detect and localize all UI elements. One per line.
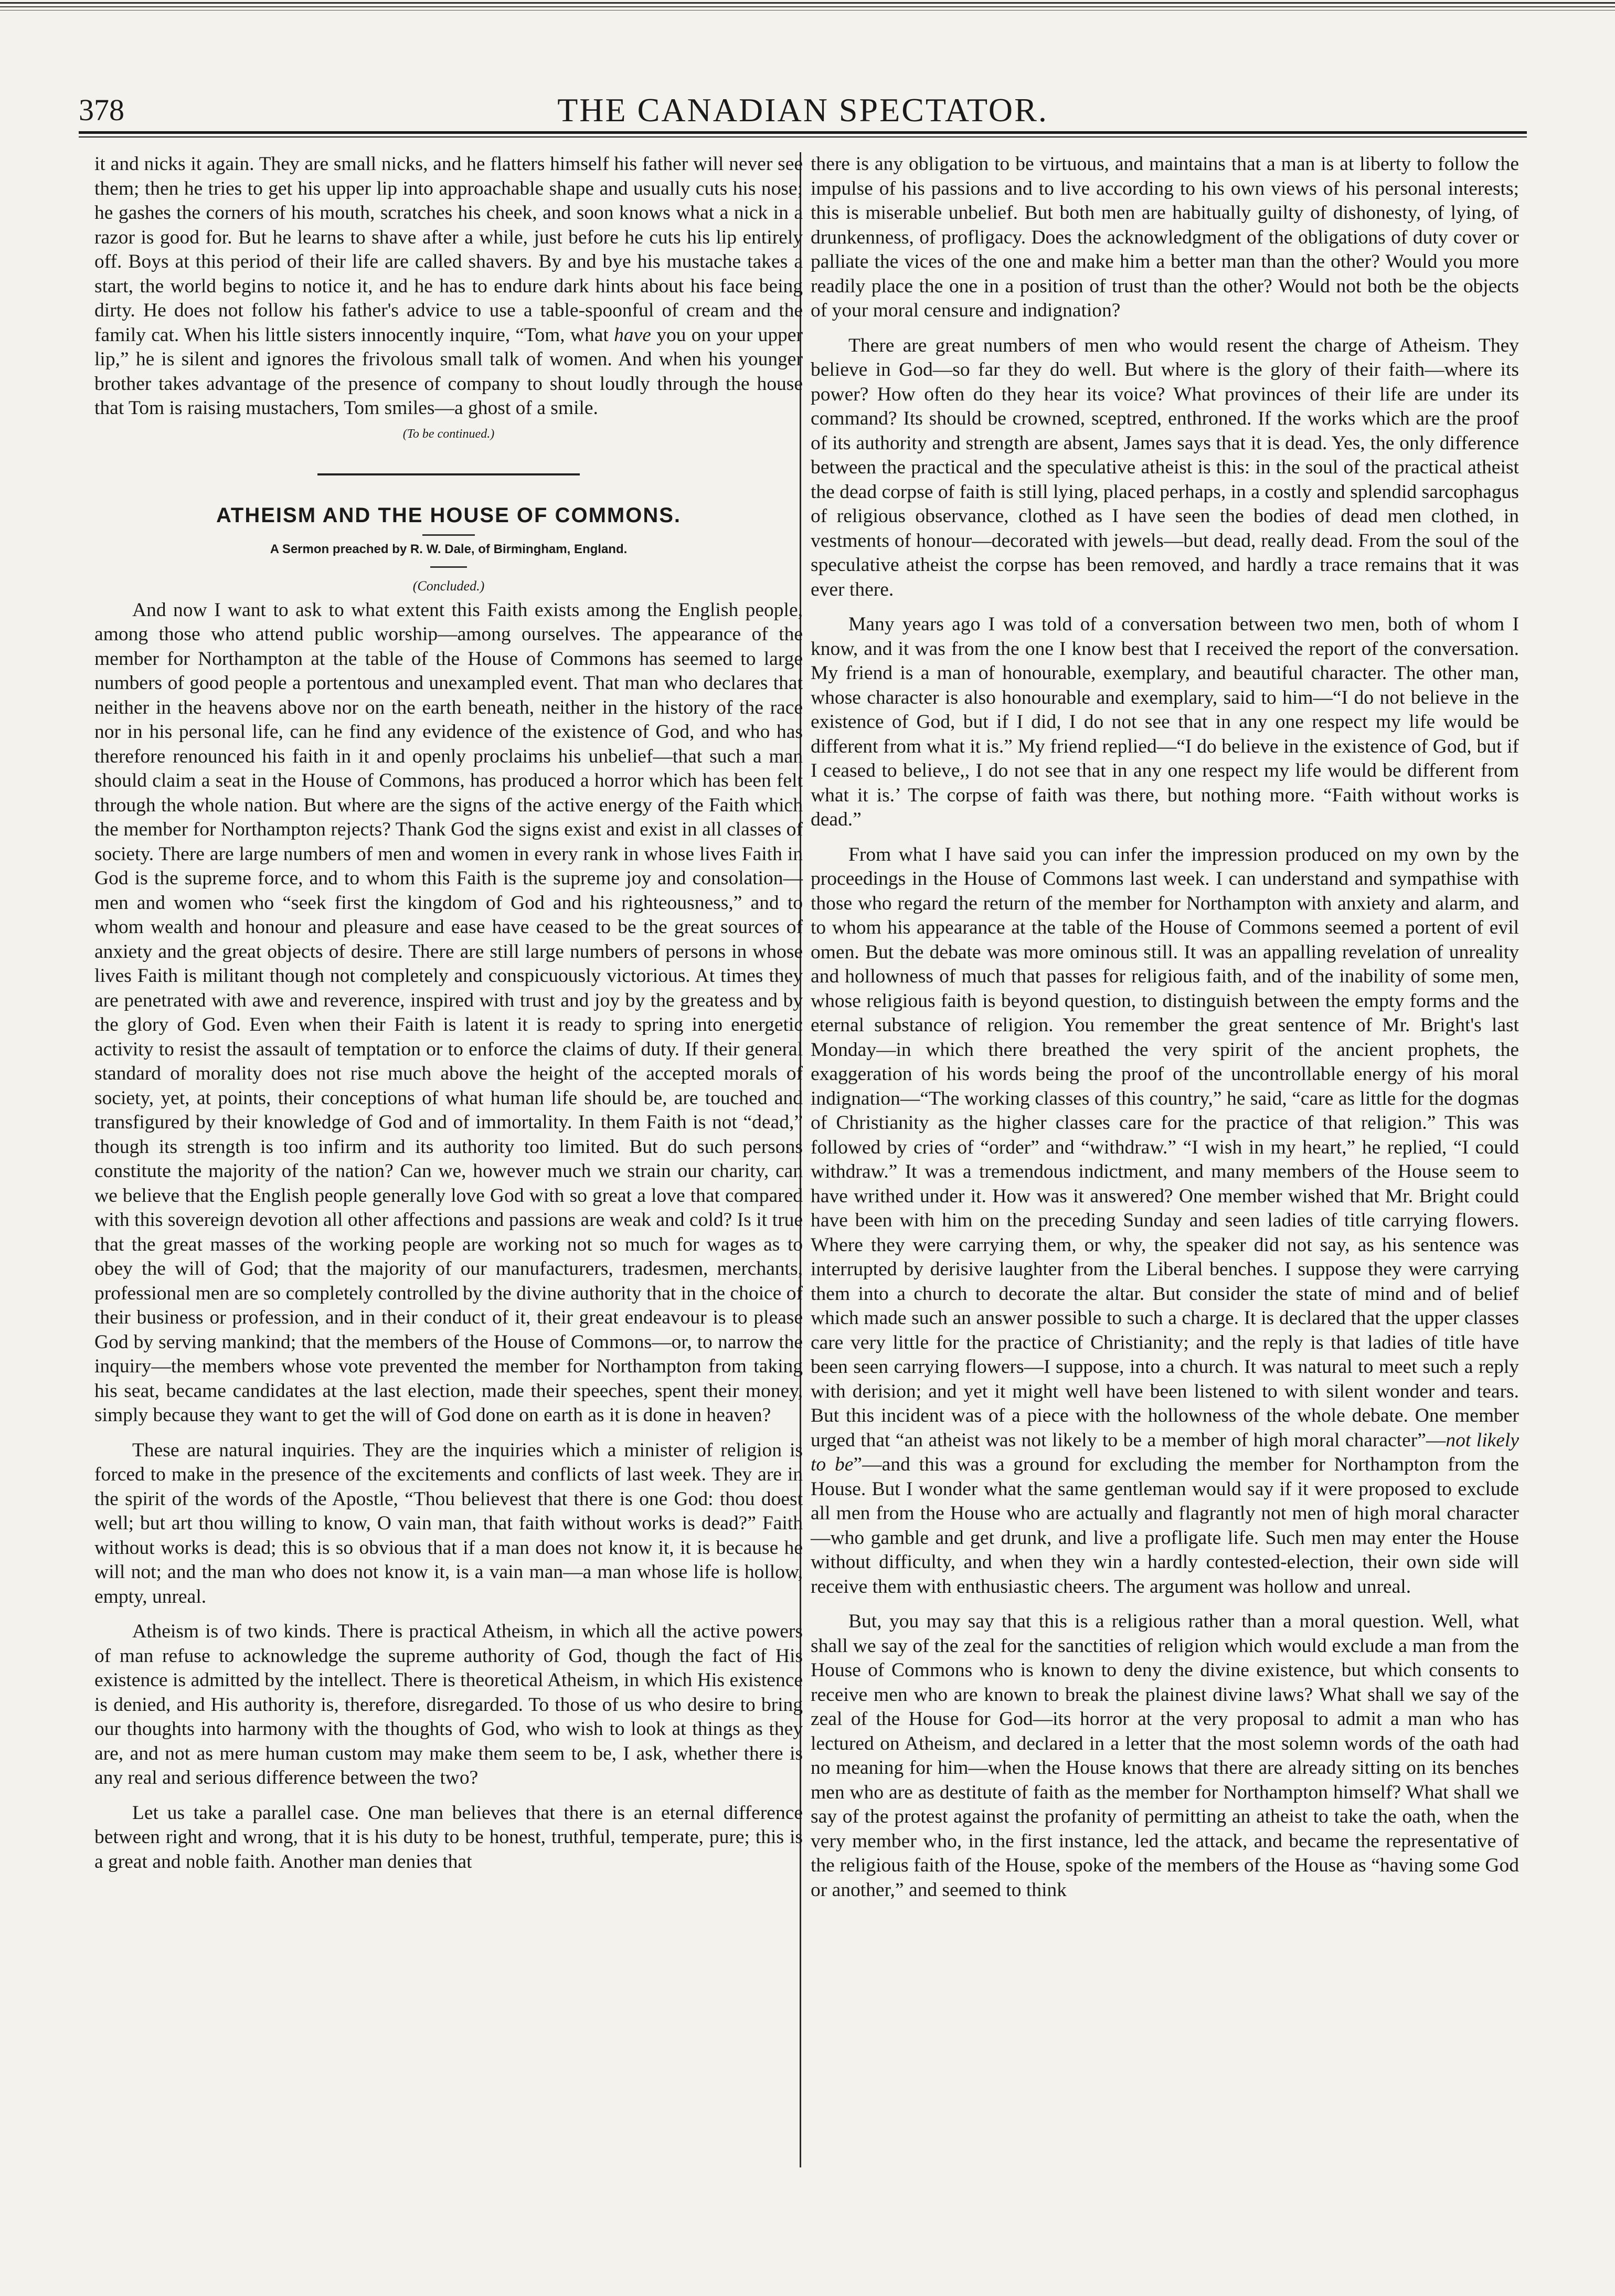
continued-story-paragraph: it and nicks it again. They are small nicks, and he flatters himself his father will never see them; then he tries to get his upper lip into approachable shape and usually cuts his nose; he gashes the corners of his mouth, scratches his cheek, and soon knows what a nick in a razor is good for. But he learns to shave after a while, just before he cuts his lip entirely off. Boys at this period of their life are called shavers. By and bye his mustache takes a start, the world begins to notice it, and he has to endure dark hints about his face being dirty. He does not follow his father's advice to use a table-spoonful of cream and the family cat. When his little sisters innocently inquire, “Tom, what have you on your upper lip,” he is silent and ignores the frivolous small talk of women. And when his younger brother takes advantage of the presence of company to shout loudly through the house that Tom is raising mustachers, Tom smiles—a ghost of a smile.	[94, 153, 803, 419]
header-rule	[79, 131, 1527, 137]
concluded-note: (Concluded.)	[412, 578, 485, 594]
article-byline: A Sermon preached by R. W. Dale, of Birmingham, England.	[270, 542, 628, 556]
masthead: THE CANADIAN SPECTATOR.	[557, 91, 1048, 129]
article-paragraph: These are natural inquiries. They are the inquiries which a minister of religion is forced to make in the presence of the excitements and conflicts of last week. They are in the spirit of the words of the Apostle, “Thou believest that there is one God: thou doest well; but art thou willing to know, O vain man, that faith without works is dead?” Faith without works is dead; this is so obvious that if a man does not know it, it is because he will not; and the man who does not know it, is a vain man—a man whose life is hollow, empty, unreal.	[94, 1439, 803, 1607]
page-number: 378	[79, 93, 124, 127]
article-paragraph: Let us take a parallel case. One man believes that there is an eternal difference between right and wrong, that it is his duty to be honest, truthful, temperate, pure; this is a great and noble faith. Another man denies that	[94, 1802, 803, 1872]
article-paragraph: From what I have said you can infer the impression produced on my own by the proceedings in the House of Commons last week. I can understand and sympathise with those who regard the return of the member for Northampton with anxiety and alarm, and to whom his appearance at the table of the House of Commons seemed a portent of evil omen. But the debate was more ominous still. It was an appalling revelation of unreality and hollowness of much that passes for religious faith, and of the inability of some men, whose religious faith is beyond question, to distinguish between the empty forms and the eternal substance of religion. You remember the great sentence of Mr. Bright's last Monday—in which there breathed the very spirit of the ancient prophets, the exaggeration of his words being the proof of the uncontrollable energy of his moral indignation—“The working classes of this country,” he said, “care as little for the dogmas of Christianity as the higher classes care for the practice of that religion.” This was followed by cries of “order” and “withdraw.” “I wish in my heart,” he replied, “I could withdraw.” It was a tremendous indictment, and many members of the House seem to have writhed under it. How was it answered? One member wished that Mr. Bright could have been with him on the preceding Sunday and seen ladies of title carrying flowers. Where they were carrying them, or why, the speaker did not say, as his sentence was interrupted by derisive laughter from the Liberal benches. I suppose they were carrying them into a church to decorate the altar. But consider the state of mind and of belief which made such an answer possible to such a charge. It is declared that the upper classes care very little for the practice of Christianity; and the reply is that ladies of title have been seen carrying flowers—I suppose, into a church. It was natural to meet such a reply with derision; and yet it might well have been listened to with silent wonder and tears. But this incident was of a piece with the hollowness of the whole debate. One member urged that “an atheist was not likely to be a member of high moral character”—not likely to be”—and this was a ground for excluding the member for Northampton from the House. But I wonder what the same gentleman would say if it were proposed to exclude all men from the House who are actually and flagrantly not men of high moral character—who gamble and get drunk, and live a profligate life. Such men may enter the House without difficulty, and when they win a hardly contested-election, their own side will receive them with enthusiastic cheers. The argument was hollow and unreal.	[811, 843, 1519, 1597]
article-paragraph: There are great numbers of men who would resent the charge of Atheism. They believe in God—so far they do well. But where is the glory of their faith—where its power? How often do they hear its voice? What provinces of their life are under its command? Its should be crowned, sceptred, enthroned. If the works which are the proof of its authority and strength are absent, James says that it is dead. Yes, the only difference between the practical and the speculative atheist is this: in the soul of the practical atheist the dead corpse of faith is still lying, placed perhaps, in a costly and splendid sarcophagus of religious observance, clothed as I have seen the bodies of dead men clothed, in vestments of honour—decorated with jewels—but dead, really dead. From the soul of the speculative atheist the corpse has been removed, and hardly a trace remains that it was ever there.	[811, 334, 1519, 600]
left-column	[94, 152, 803, 1874]
article-paragraph: there is any obligation to be virtuous, and maintains that a man is at liberty to follow the impulse of his passions and to live according to his own views of his personal interests; this is miserable unbelief. But both men are habitually guilty of dishonesty, of lying, of drunkenness, of profligacy. Does the acknowledgment of the obligations of duty cover or palliate the vices of the one and make him a better man than the other? Would you more readily place the one in a position of trust than the other? Would not both be the objects of your moral censure and indignation?	[811, 153, 1519, 321]
article-title: ATHEISM AND THE HOUSE OF COMMONS.	[216, 503, 681, 527]
emphasis: not likely to be	[811, 1429, 1519, 1475]
article-paragraph: And now I want to ask to what extent this Faith exists among the English people, among those who attend public worship—among ourselves. The appearance of the member for Northampton at the table of the House of Commons has seemed to large numbers of good people a portentous and unexampled event. That man who declares that neither in the heavens above nor on the earth beneath, neither in the history of the race nor in his personal life, can he find any evidence of the existence of God, and who has therefore renounced his faith in it and openly proclaims his unbelief—that such a man should claim a seat in the House of Commons, has produced a horror which has been felt through the whole nation. But where are the signs of the active energy of the Faith which the member for Northampton rejects? Thank God the signs exist and exist in all classes of society. There are large numbers of men and women in every rank in whose lives Faith in God is the supreme force, and to whom this Faith is the supreme joy and consolation—men and women who “seek first the kingdom of God and his righteousness,” and to whom wealth and honour and pleasure and ease have ceased to be the great sources of anxiety and the great objects of desire. There are still large numbers of persons in whose lives Faith is militant though not completely and conspicuously victorious. At times they are penetrated with awe and reverence, inspired with trust and joy by the greatess and by the glory of God. Even when their Faith is latent it is ready to spring into energetic activity to resist the assault of temptation or to enforce the claims of duty. If their general standard of morality does not rise much above the height of the accepted morals of society, yet, at points, their conceptions of what human life should be, are touched and transfigured by their knowledge of God and of immortality. In them Faith is not “dead,” though its strength is too infirm and its authority too limited. But do such persons constitute the majority of the nation? Can we, however much we strain our charity, can we believe that the English people generally love God with so great a love that compared with this sovereign devotion all other affections and passions are weak and cold? Is it true that the great masses of the working people are working not so much for wages as to obey the will of God; that the majority of our manufacturers, tradesmen, merchants, professional men are so completely controlled by the divine authority that in the choice of their business or profession, and in their conduct of it, their great endeavour is to please God by serving mankind; that the members of the House of Commons—or, to narrow the inquiry—the members whose vote prevented the member for Northampton from taking his seat, became candidates at the last election, made their speeches, spent their money, simply because they want to get the will of God done on earth as it is done in heaven?	[94, 599, 803, 1426]
article-paragraph: Many years ago I was told of a conversation between two men, both of whom I know, and it was from the one I know best that I received the report of the conversation. My friend is a man of honourable, exemplary, and beautiful character. The other man, whose character is also honourable and exemplary, said to him—“I do not believe in the existence of God, but if I did, I do not see that in any one respect my life would be different from what it is.” My friend replied—“I do believe in the existence of God, but if I ceased to believe,, I do not see that in any one respect my life would be different from what it is.’ The corpse of faith was there, but nothing more. “Faith without works is dead.”	[811, 613, 1519, 830]
article-paragraph: But, you may say that this is a religious rather than a moral question. Well, what shall we say of the zeal for the sanctities of religion which would exclude a man from the House of Commons who is known to deny the divine existence, but which consents to receive men who are known to break the plainest divine laws? What shall we say of the zeal of the House for God—its horror at the very proposal to admit a man who has lectured on Atheism, and declared in a letter that the most solemn words of the oath had no meaning for him—when the House knows that there are already sitting on its benches men who are as destitute of faith as the member for Northampton himself? What shall we say of the protest against the profanity of permitting an atheist to take the oath, when the very member who, in the first instance, led the attack, and became the representative of the religious faith of the House, spoke of the members of the House as “having some God or another,” and seemed to think	[811, 1611, 1519, 1901]
section-separator	[317, 473, 580, 475]
article-paragraph: Atheism is of two kinds. There is practical Atheism, in which all the active powers of man refuse to acknowledge the supreme authority of God, though the fact of His existence is admitted by the intellect. There is theoretical Atheism, in which His existence is denied, and His authority is, therefore, disregarded. To those of us who desire to bring our thoughts into harmony with the thoughts of God, who wish to look at things as they are, and not as mere human custom may make them seem to be, I ask, whether there is any real and serious difference between the two?	[94, 1621, 803, 1789]
byline-rule	[430, 566, 467, 568]
emphasis: have	[614, 324, 651, 346]
page-header	[79, 89, 1527, 131]
to-be-continued-note: (To be continued.)	[402, 427, 495, 441]
right-column	[811, 152, 1519, 1902]
page-top-rule	[0, 0, 1615, 14]
